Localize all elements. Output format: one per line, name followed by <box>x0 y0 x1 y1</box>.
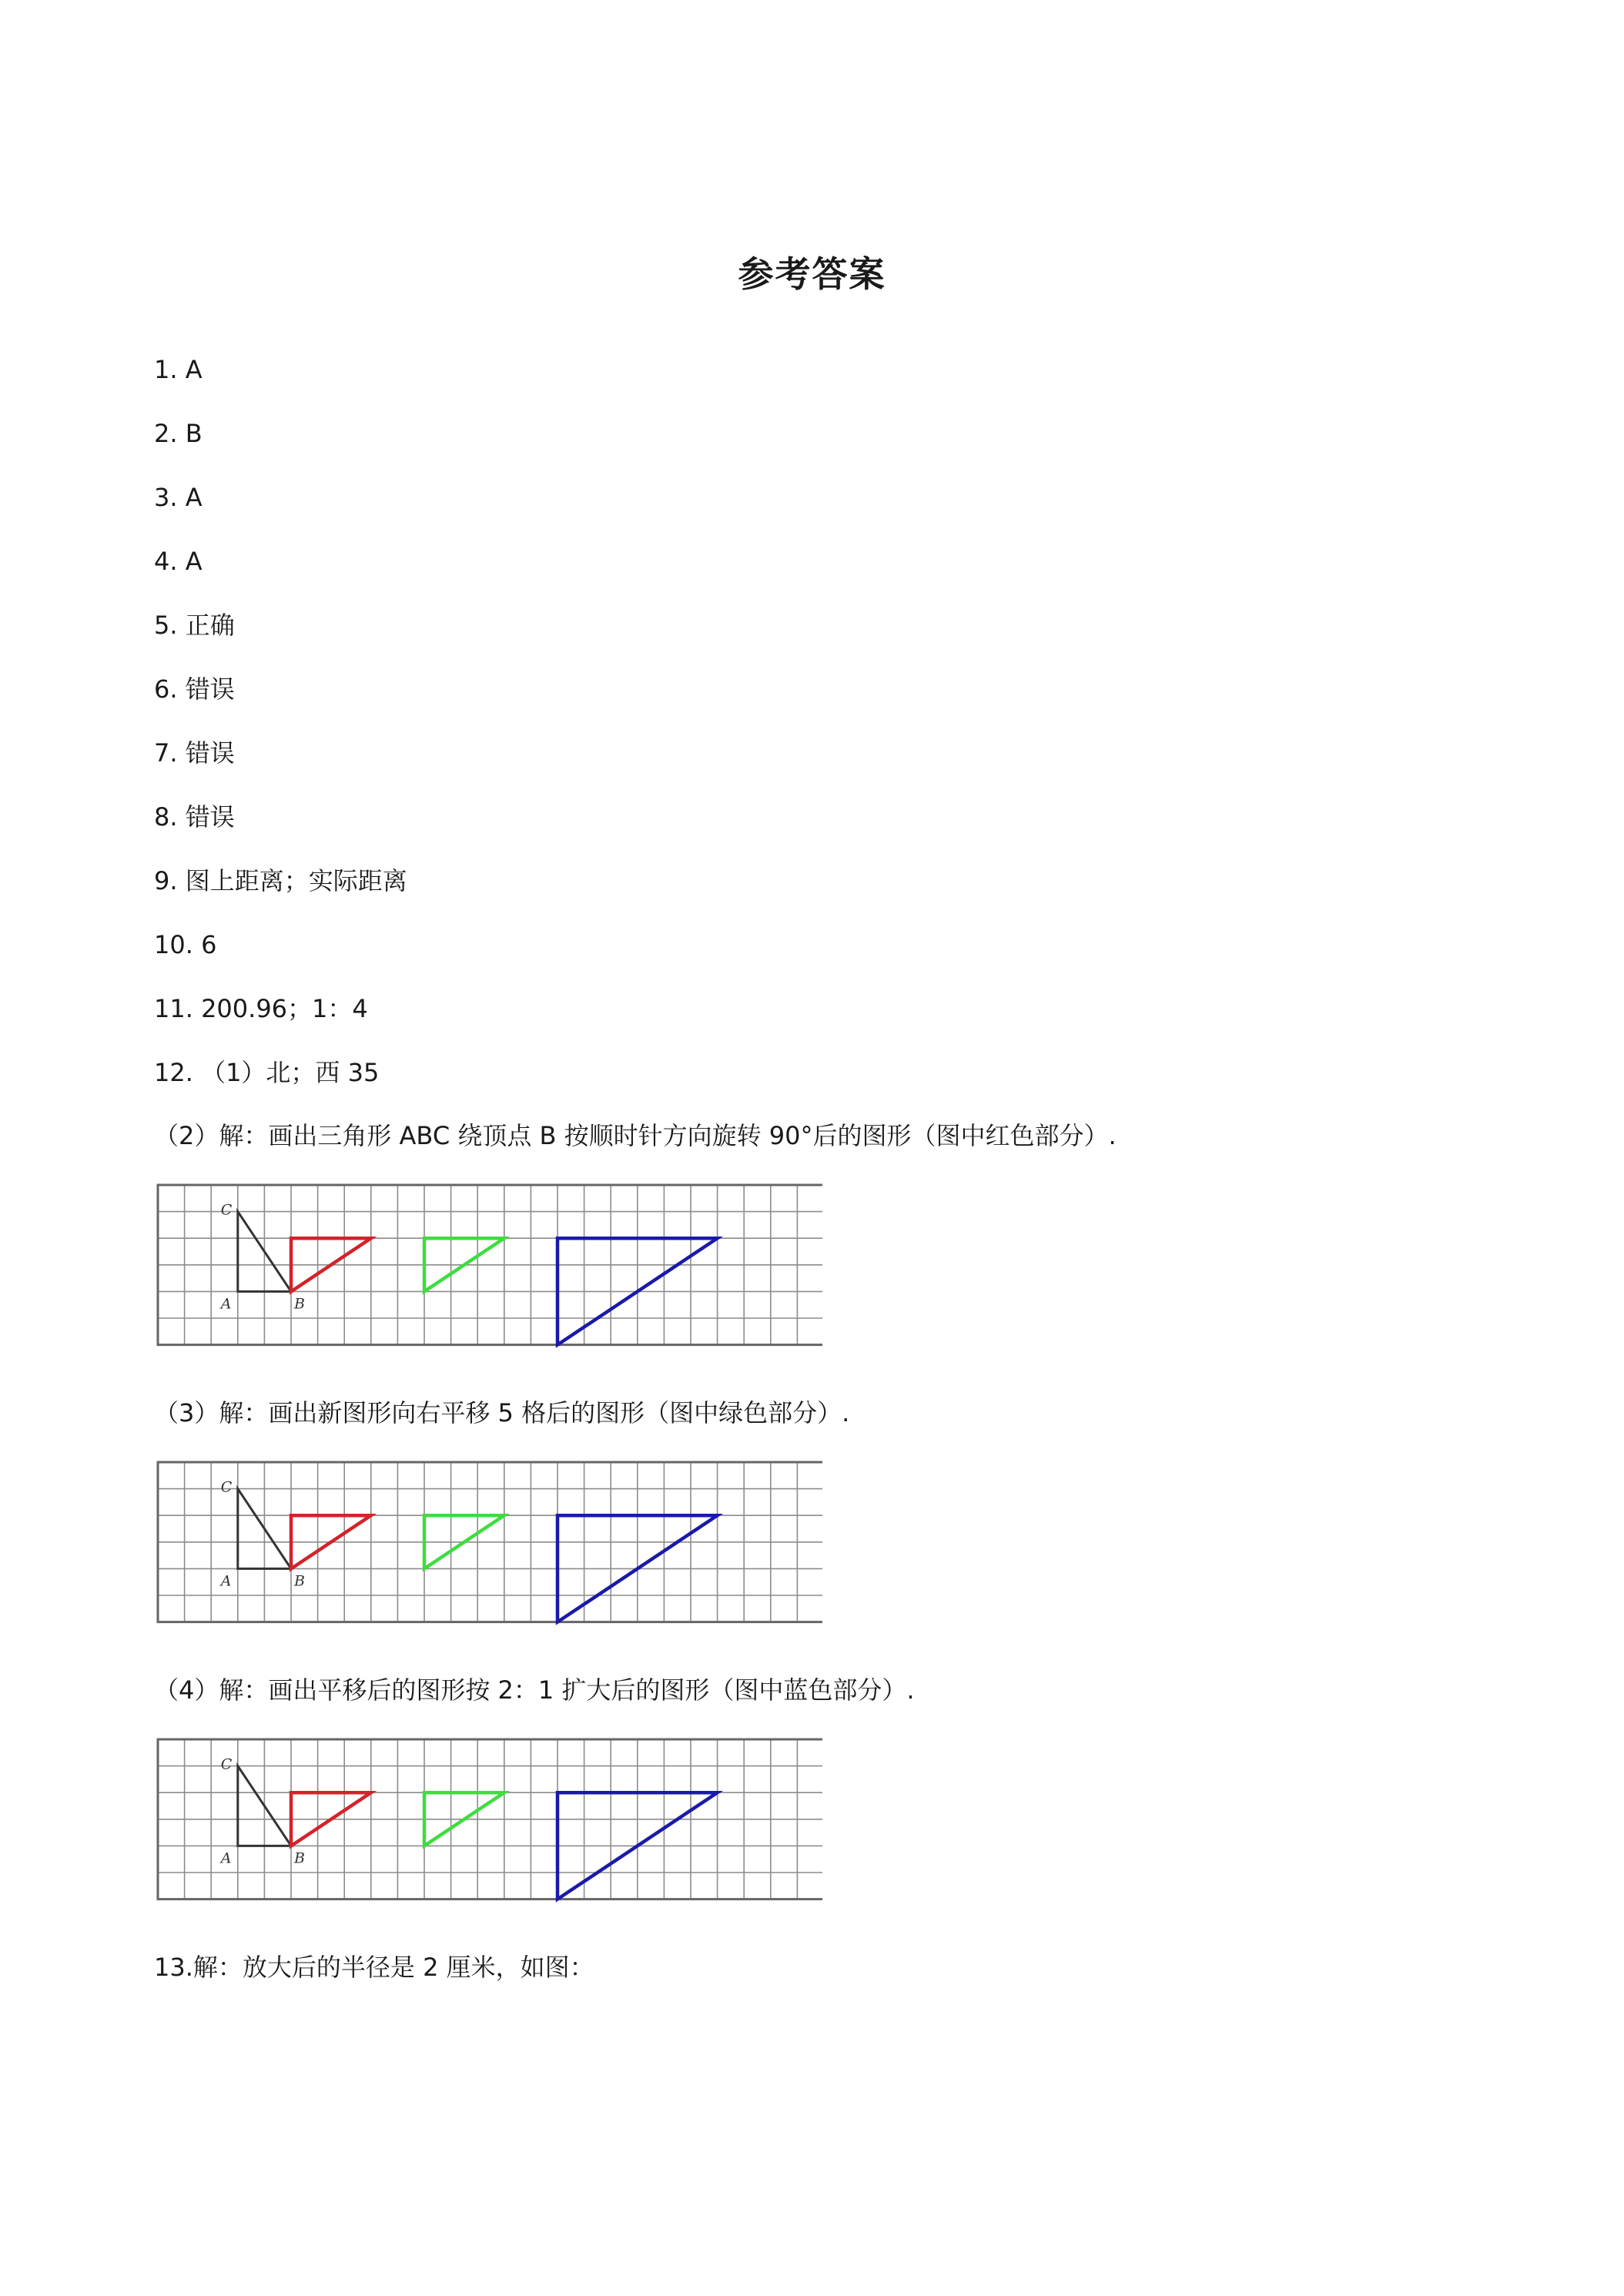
label-c: C <box>220 1201 233 1219</box>
answer-2: 2. B <box>154 419 203 448</box>
label-b: B <box>294 1295 305 1313</box>
answer-3: 3. A <box>154 483 203 512</box>
answer-1: 1. A <box>154 355 203 384</box>
page-title: 参考答案 <box>738 253 886 295</box>
answer-9: 9. 图上距离；实际距离 <box>154 866 407 895</box>
step-2-text: （2）解：画出三角形 ABC 绕顶点 B 按顺时针方向旋转 90°后的图形（图中红色部分）. <box>154 1121 1117 1150</box>
grid-lines <box>158 1185 822 1345</box>
step-4-text: （4）解：画出平移后的图形按 2：1 扩大后的图形（图中蓝色部分）. <box>154 1675 915 1705</box>
grid-lines <box>158 1462 822 1622</box>
answer-5: 5. 正确 <box>154 611 235 640</box>
grid-lines <box>158 1739 822 1899</box>
answer-6: 6. 错误 <box>154 674 235 704</box>
label-c: C <box>220 1478 233 1496</box>
grid-figure-2 <box>154 1458 822 1638</box>
label-c: C <box>220 1755 233 1773</box>
label-a: A <box>220 1572 232 1590</box>
grid-svg <box>154 1458 822 1638</box>
answer-12: 12. （1）北；西 35 <box>154 1058 380 1087</box>
label-b: B <box>294 1849 305 1867</box>
answer-4: 4. A <box>154 547 203 576</box>
label-b: B <box>294 1572 305 1590</box>
grid-svg <box>154 1181 822 1361</box>
q13-text: 13.解：放大后的半径是 2 厘米，如图： <box>154 1953 594 1982</box>
answer-8: 8. 错误 <box>154 802 235 832</box>
label-a: A <box>220 1849 232 1867</box>
answer-11: 11. 200.96；1：4 <box>154 994 368 1023</box>
step-3-text: （3）解：画出新图形向右平移 5 格后的图形（图中绿色部分）. <box>154 1398 850 1427</box>
answer-10: 10. 6 <box>154 930 217 959</box>
label-a: A <box>220 1295 232 1313</box>
grid-figure-3 <box>154 1735 822 1916</box>
grid-figure-1 <box>154 1181 822 1361</box>
answer-7: 7. 错误 <box>154 738 235 768</box>
grid-svg <box>154 1735 822 1916</box>
